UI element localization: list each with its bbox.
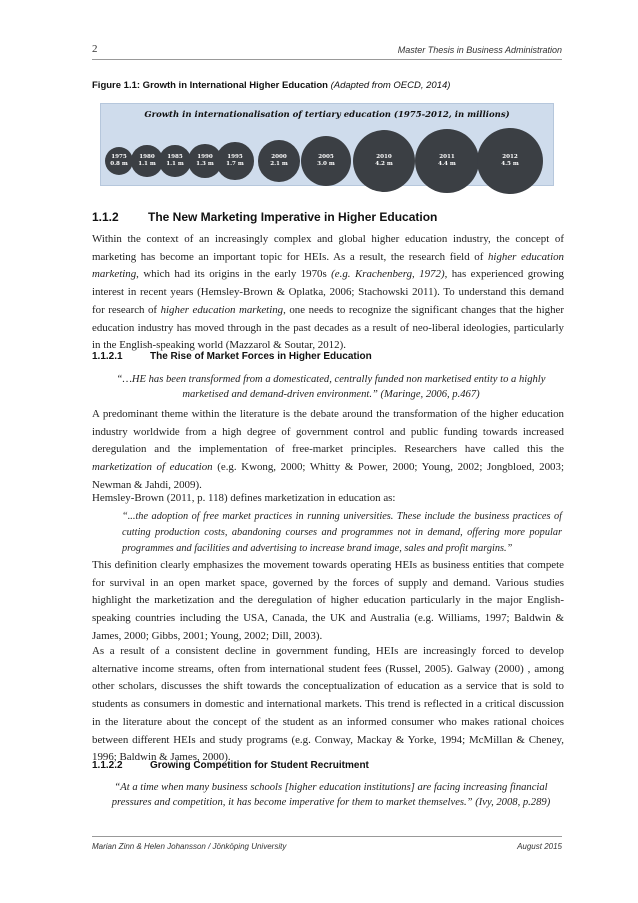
sub1-p1-text-b: (e.g. Kwong, 2000; Whitty & Power, 2000; Young, 2002; Jongbloed, 2003; Newman & Jahdi, 2009).	[92, 461, 564, 491]
figure-caption	[92, 80, 450, 91]
header-title: Master Thesis in Business Administration	[397, 45, 562, 55]
bubble-value: 1.1 m	[166, 160, 184, 167]
footer-date: August 2015	[517, 842, 562, 851]
bubble-value: 1.1 m	[138, 160, 156, 167]
bubble-2005	[301, 136, 352, 187]
bubble-year: 2012	[502, 154, 518, 160]
sub1-paragraph-2: Hemsley-Brown (2011, p. 118) defines marketization in education as:	[92, 492, 396, 504]
chart-title: Growth in internationalisation of tertiary education (1975-2012, in millions)	[144, 110, 510, 120]
bubble-value: 1.3 m	[196, 160, 214, 167]
sub1-p1-text: A predominant theme within the literature is the debate around the transformation of the higher education industry worldwide from a high degree of government control and public funding towards increased deregulation and the implementation of free-market principles. Researchers have called this the	[92, 408, 564, 456]
p1-emphasis-2: (e.g. Krachenberg, 1972)	[331, 268, 445, 281]
section-title: The New Marketing Imperative in Higher Education	[148, 210, 438, 224]
figure-caption-text: Figure 1.1: Growth in International Higher Education	[92, 80, 328, 91]
section-number: 1.1.2	[92, 210, 119, 224]
page-footer	[92, 836, 562, 851]
bubble-value: 3.0 m	[317, 160, 335, 167]
bubble-2012	[477, 128, 543, 194]
bubble-1975	[105, 147, 133, 175]
bubble-year: 1975	[111, 153, 127, 160]
bubble-year: 2000	[271, 153, 287, 160]
p1-text-d: , one needs to recognize the significant changes that the higher education industry has moved through in the past decades as a result of neo-liberal ideologies, particularly in the English-speaking world (Mazzarol & Soutar, 2012).	[92, 303, 565, 352]
bubble-year: 1980	[139, 153, 155, 160]
page-number: 2	[92, 43, 98, 55]
bubble-1980	[131, 145, 162, 176]
subsection-1-number: 1.1.2.1	[92, 351, 123, 362]
bubble-1985	[159, 145, 190, 176]
sub1-paragraph-1	[92, 406, 564, 495]
bubble-chart	[100, 103, 554, 186]
hemsley-brown-blockquote: “...the adoption of free market practices in running universities. These include the business practices of cutting production costs, abandoning courses and programmes not in demand, offering more popular programmes and facilities and advertising to increase brand image, sales and profit margins.”	[122, 511, 562, 554]
footer-authors: Marian Zinn & Helen Johansson / Jönköping University	[92, 842, 287, 851]
p1-text-c: , has experienced growing interest in recent years (Hemsley-Brown & Oplatka, 2006; Stachowski 2011). To understand this demand for research of	[92, 268, 564, 316]
subsection-2-number: 1.1.2.2	[92, 760, 123, 771]
bubble-2011	[415, 129, 480, 194]
figure-source: (Adapted from OECD, 2014)	[330, 80, 451, 91]
subsection-2-heading	[92, 760, 369, 771]
p1-text-b: , which had its origins in the early 1970s	[136, 268, 327, 281]
ivy-quote: “At a time when many business schools [higher education institutions] are facing increasing financial pressures and competition, it has become imperative for them to market themselves.” (Ivy, 2008, p.289)	[111, 782, 551, 808]
p1-text: Within the context of an increasingly complex and global higher education industry, the concept of marketing has become an important topic for HEIs. As a result, the research field of	[92, 233, 564, 263]
bubble-year: 2011	[439, 153, 455, 160]
sub1-paragraph-3: This definition clearly emphasizes the movement towards operating HEIs as business entities that compete for survival in an open market space, governed by the forces of supply and demand. Various studies highlight the marketization and the deregulation of higher education particularly in the major English-speaking countries including the USA, Canada, the UK and Australia (e.g. Williams, 1997; Baldwin & James, 2000; Gibbs, 2001; Young, 2002; Dill, 2003).	[92, 559, 564, 642]
bubble-2010	[353, 130, 416, 193]
bubble-year: 2005	[318, 153, 334, 160]
bubble-year: 2010	[376, 153, 392, 160]
p1-emphasis-1: higher education marketing	[92, 250, 564, 281]
bubble-year: 1985	[167, 153, 183, 160]
p1-emphasis-3: higher education marketing	[160, 303, 284, 316]
bubble-value: 4.4 m	[438, 160, 456, 167]
sub1-paragraph-4: As a result of a consistent decline in government funding, HEIs are increasingly forced to develop alternative income streams, often from international student fees (Russel, 2005). Galway (2000) , among other scholars, discusses the shift towards the conceptualization of education as a service that is sold to students as consumers in domestic and international markets. This trend is reflected in a critical discussion in the literature about the concept of the student as an informed consumer who makes rational choices between different HEIs and study programs (e.g. Conway, Mackay & Yorke, 1994; McMillan & Cheney, 1996; Baldwin & James, 2000).	[92, 645, 564, 764]
sub1-p1-emphasis: marketization of education	[92, 461, 213, 474]
bubble-2000	[258, 140, 299, 181]
bubble-year: 1995	[227, 153, 243, 160]
bubble-value: 4.5 m	[501, 161, 519, 167]
bubble-value: 1.7 m	[226, 160, 244, 167]
bubble-value: 2.1 m	[270, 160, 288, 167]
bubble-value: 0.8 m	[110, 160, 128, 167]
section-heading	[92, 210, 437, 224]
subsection-1-title: The Rise of Market Forces in Higher Education	[150, 351, 372, 362]
subsection-2-title: Growing Competition for Student Recruitment	[150, 760, 369, 771]
bubble-1995	[216, 142, 253, 179]
subsection-1-heading	[92, 351, 372, 362]
page-header	[92, 43, 562, 60]
section-paragraph	[92, 231, 564, 355]
bubble-value: 4.2 m	[375, 160, 393, 167]
bubble-year: 1990	[197, 153, 213, 160]
maringe-quote: “…HE has been transformed from a domesticated, centrally funded non marketised entity to a highly marketised and demand-driven environment.” (Maringe, 2006, p.467)	[116, 374, 546, 400]
